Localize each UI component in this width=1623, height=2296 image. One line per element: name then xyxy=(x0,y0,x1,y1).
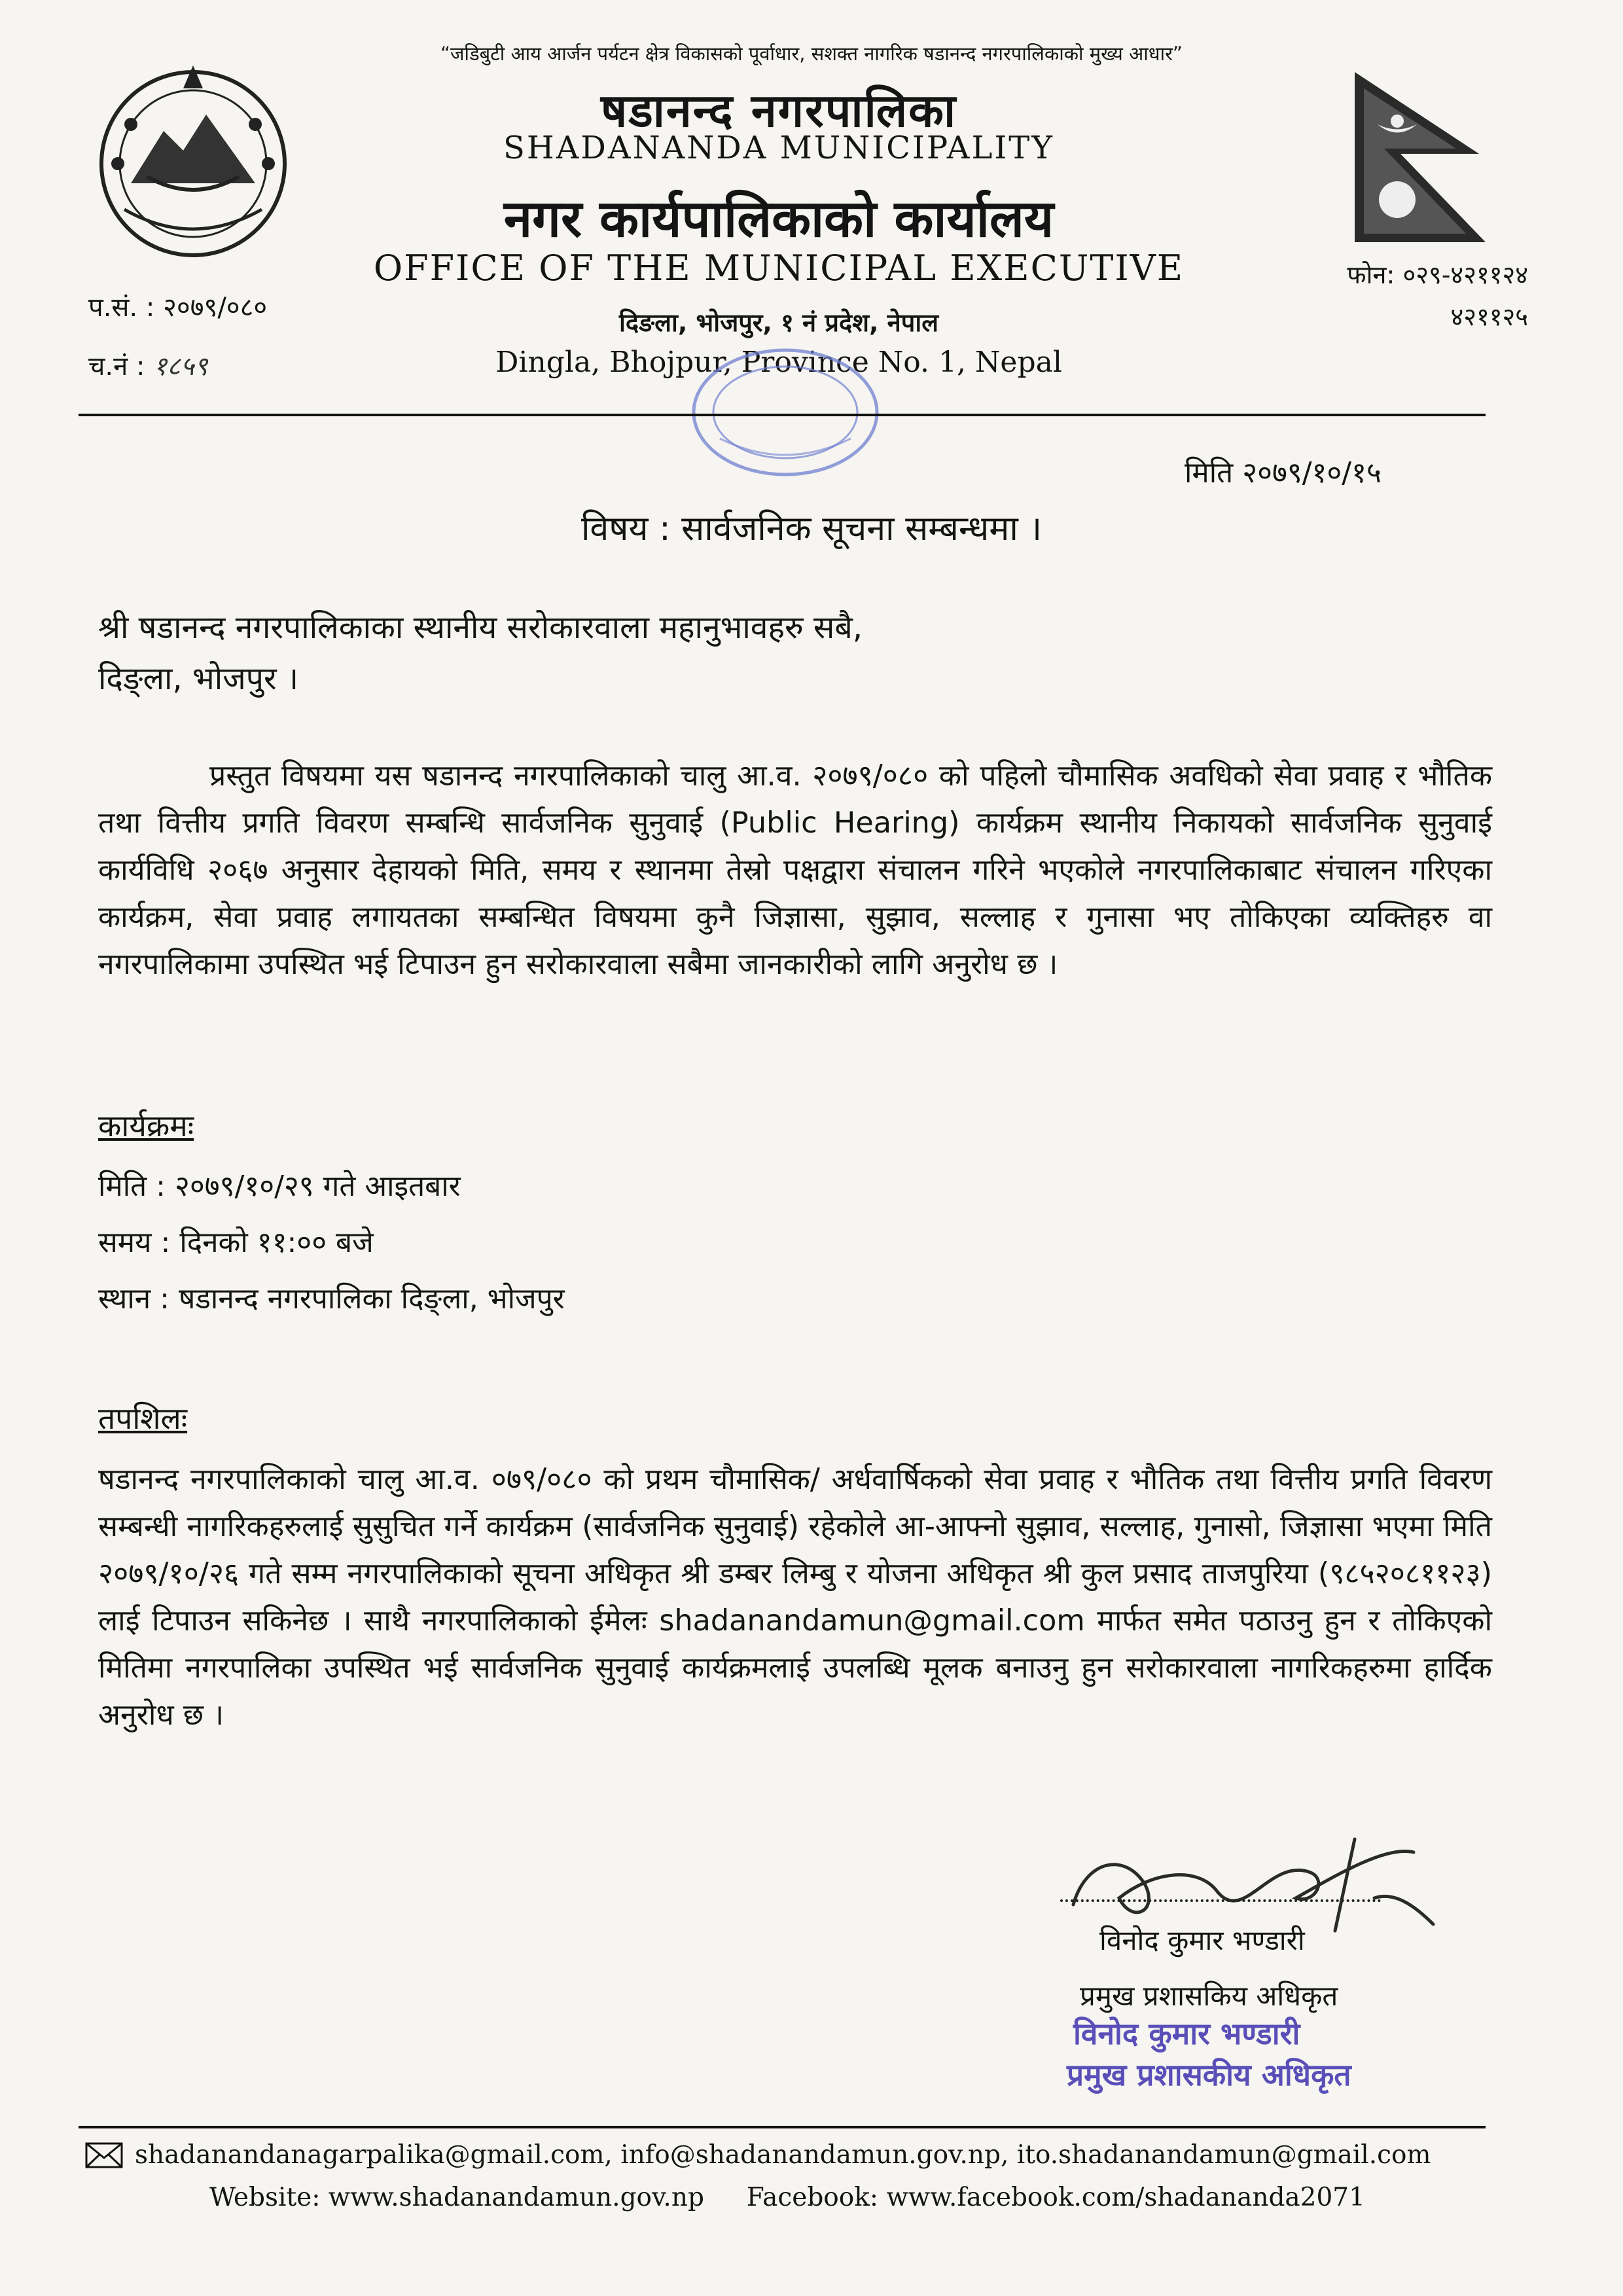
program-details xyxy=(98,1158,565,1327)
dispatch-label: च.नं xyxy=(88,351,128,382)
addressee xyxy=(98,602,863,704)
footer-divider xyxy=(79,2126,1486,2128)
signatory-name: विनोद कुमार भण्डारी xyxy=(1099,1924,1305,1956)
letter-date xyxy=(1185,452,1382,491)
footer-emails xyxy=(85,2140,1431,2170)
address-np: दिङला, भोजपुर, १ नं प्रदेश, नेपाल xyxy=(619,308,938,337)
signature-line xyxy=(1060,1899,1381,1902)
office-name-np: नगर कार्यपालिकाको कार्यालय xyxy=(503,190,1054,249)
address-en: Dingla, Bhojpur, Province No. 1, Nepal xyxy=(495,346,1062,379)
signatory-title: प्रमुख प्रशासकिय अधिकृत xyxy=(1080,1980,1338,2012)
subject-line: विषय : सार्वजनिक सूचना सम्बन्धमा । xyxy=(580,509,1043,548)
signatory-stamp-title: प्रमुख प्रशासकीय अधिकृत xyxy=(1067,2057,1351,2092)
footer-email-list[interactable]: shadanandanagarpalika@gmail.com, info@shadanandamun.gov.np, ito.shadanandamun@gmail.com xyxy=(135,2140,1431,2170)
office-name-en: OFFICE OF THE MUNICIPAL EXECUTIVE xyxy=(373,247,1185,289)
facebook-label: Facebook: xyxy=(746,2183,879,2212)
date-label: मिति xyxy=(1185,456,1234,490)
addressee-line-2: दिङ्ला, भोजपुर । xyxy=(98,660,299,697)
municipality-name-np: षडानन्द नगरपालिका xyxy=(600,84,957,137)
dispatch-value: १८५९ xyxy=(153,351,208,382)
subject-label: विषय xyxy=(580,509,649,548)
facebook-link[interactable]: www.facebook.com/shadananda2071 xyxy=(886,2183,1365,2212)
reference-number: प.सं. : २०७९/०८० xyxy=(88,293,268,323)
program-date: मिति : २०७९/१०/२९ गते आइतबार xyxy=(98,1170,461,1203)
intro-paragraph: प्रस्तुत विषयमा यस षडानन्द नगरपालिकाको चालु आ.व. २०७९/०८० को पहिलो चौमासिक अवधिको सेवा प्रवाह र भौतिक तथा वित्तीय प्रगति विवरण सम्बन्धि सार्वजनिक सुनुवाई (Public Hearing) कार्यक्रम स्थानीय निकायको सार्वजनिक सुनुवाई कार्यविधि २०६७ अनुसार देहायको मिति, समय र स्थानमा तेस्रो पक्षद्वारा संचालन गरिने भएकोले नगरपालिकाबाट संचालन गरिएका कार्यक्रम, सेवा प्रवाह लगायतका सम्बन्धित विषयमा कुनै जिज्ञासा, सुझाव, सल्लाह र गुनासा भए तोकिएका व्यक्तिहरु वा नगरपालिकामा उपस्थित भई टिपाउन हुन सरोकारवाला सबैमा जानकारीको लागि अनुरोध छ । xyxy=(98,759,1492,981)
program-heading: कार्यक्रमः xyxy=(98,1108,194,1143)
phone-block xyxy=(1234,254,1528,338)
details-heading: तपशिलः xyxy=(98,1401,188,1436)
details-paragraph: षडानन्द नगरपालिकाको चालु आ.व. ०७९/०८० को प्रथम चौमासिक/ अर्धवार्षिकको सेवा प्रवाह र भौतिक तथा वित्तीय प्रगति विवरण सम्बन्धी नागरिकहरुलाई सुसुचित गर्ने कार्यक्रम (सार्वजनिक सुनुवाई) रहेकोले आ-आफ्नो सुझाव, सल्लाह, गुनासो, जिज्ञासा भएमा मिति २०७९/१०/२६ गते सम्म नगरपालिकाको सूचना अधिकृत श्री डम्बर लिम्बु र योजना अधिकृत श्री कुल प्रसाद ताजपुरिया (९८५२०८११२३) लाई टिपाउन सकिनेछ । साथै नगरपालिकाको ईमेलः shadanandamun@gmail.com मार्फत समेत पठाउनु हुन र तोकिएको मितिमा नगरपालिका उपस्थित भई सार्वजनिक सुनुवाई कार्यक्रमलाई उपलब्धि मूलक बनाउनु हुन सरोकारवाला नागरिकहरुमा हार्दिक अनुरोध छ । xyxy=(98,1463,1492,1732)
nepal-emblem-icon xyxy=(85,52,301,268)
reference-label: प.सं. xyxy=(88,293,138,323)
footer-links xyxy=(209,2183,1365,2212)
envelope-icon xyxy=(85,2142,123,2168)
phone-label: फोन: xyxy=(1347,260,1395,289)
program-time: समय : दिनको ११:०० बजे xyxy=(98,1226,374,1259)
phone-2: ४२११२५ xyxy=(1450,302,1528,331)
municipality-name-en: SHADANANDA MUNICIPALITY xyxy=(503,130,1054,166)
motto: “जडिबुटी आय आर्जन पर्यटन क्षेत्र विकासको पूर्वाधार, सशक्त नागरिक षडानन्द नगरपालिकाको मुख्य आधार” xyxy=(440,43,1183,65)
phone-1: ०२९-४२११२४ xyxy=(1402,260,1528,289)
addressee-line-1: श्री षडानन्द नगरपालिकाका स्थानीय सरोकारवाला महानुभावहरु सबै, xyxy=(98,609,863,646)
header-divider xyxy=(79,414,1486,416)
date-value: २०७९/१०/१५ xyxy=(1242,456,1382,490)
signatory-stamp-name: विनोद कुमार भण्डारी xyxy=(1073,2016,1300,2051)
program-place: स्थान : षडानन्द नगरपालिका दिङ्ला, भोजपुर xyxy=(98,1282,565,1316)
nepal-flag-icon xyxy=(1348,69,1499,245)
website-link[interactable]: www.shadanandamun.gov.np xyxy=(328,2183,704,2212)
website-label: Website: xyxy=(209,2183,321,2212)
dispatch-number: च.नं : १८५९ xyxy=(88,351,208,382)
subject-text: सार्वजनिक सूचना सम्बन्धमा । xyxy=(681,509,1043,548)
reference-value: २०७९/०८० xyxy=(163,293,268,323)
